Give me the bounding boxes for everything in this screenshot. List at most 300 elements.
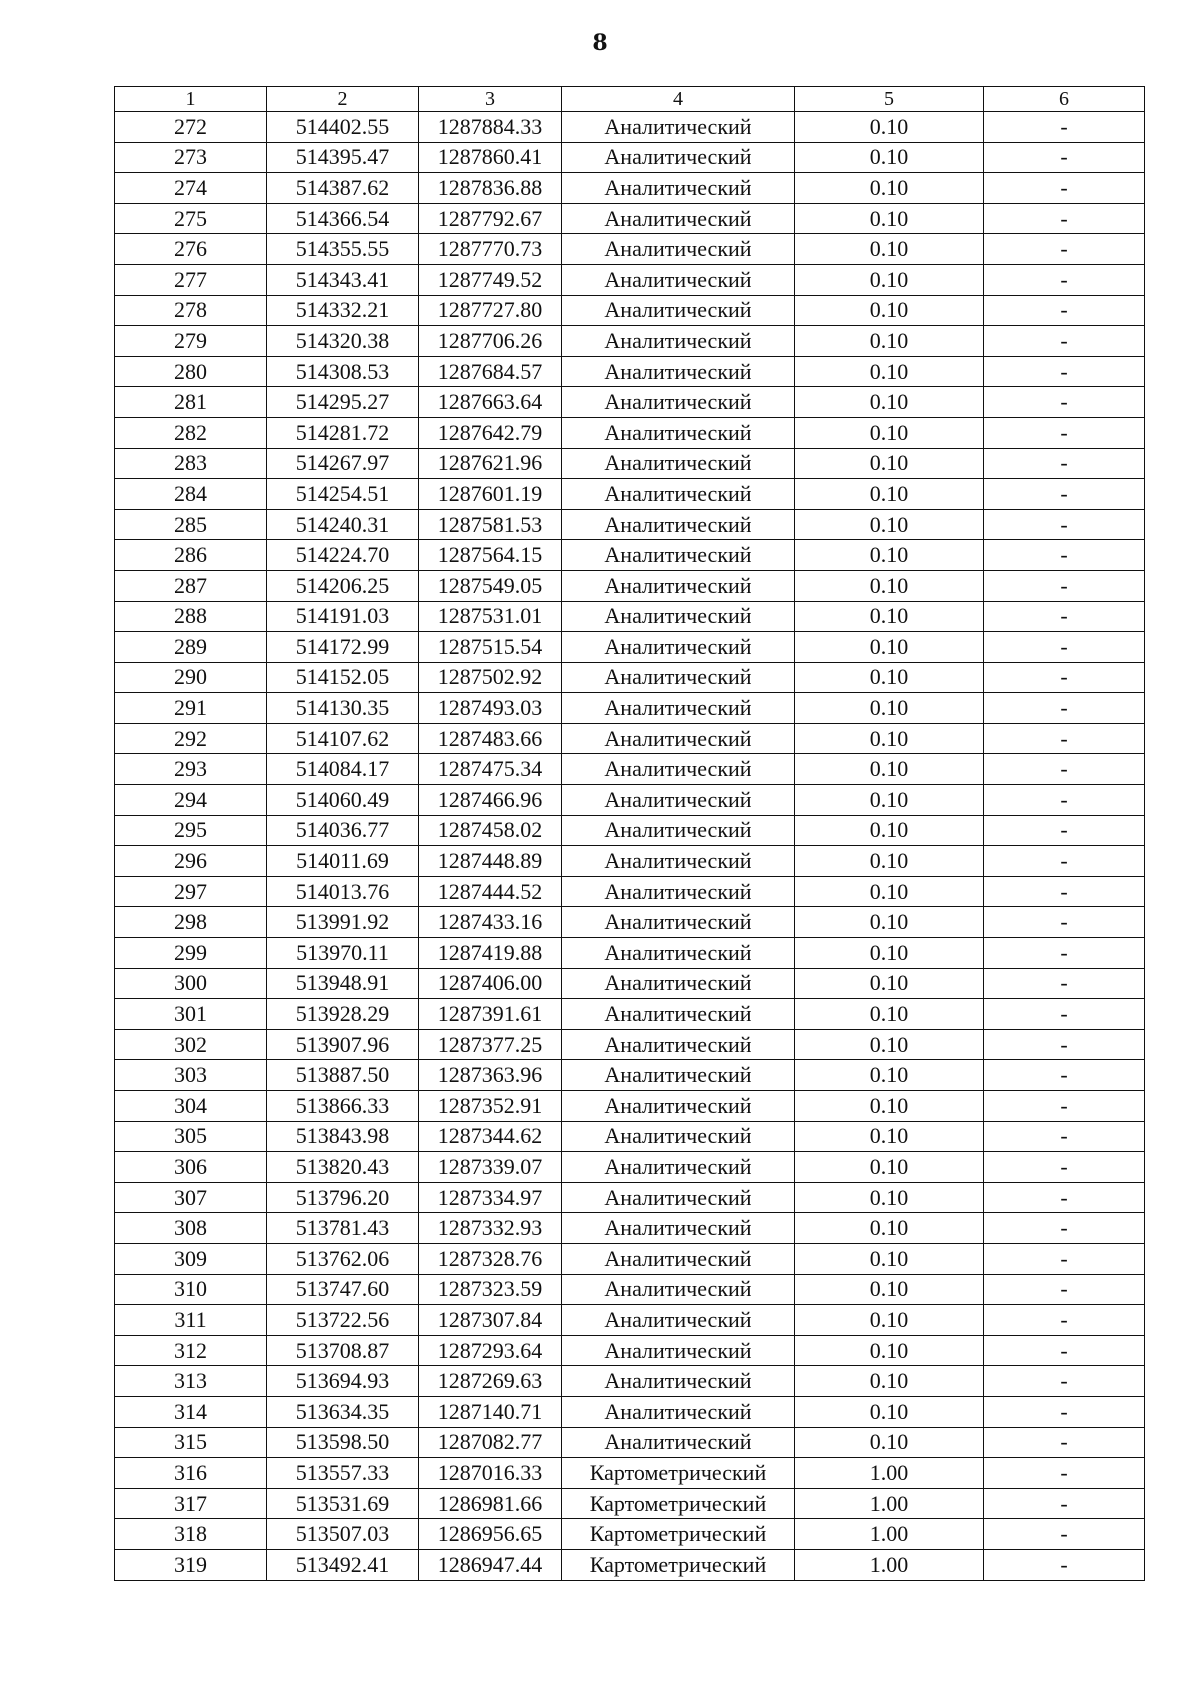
table-row bbox=[115, 1488, 1145, 1519]
y-coordinate-cell: 1287082.77 bbox=[419, 1427, 562, 1458]
method-cell: Картометрический bbox=[562, 1519, 795, 1550]
point-number-cell: 299 bbox=[115, 938, 267, 969]
method-cell: Аналитический bbox=[562, 938, 795, 969]
note-cell: - bbox=[984, 570, 1145, 601]
method-cell: Аналитический bbox=[562, 264, 795, 295]
y-coordinate-cell: 1287140.71 bbox=[419, 1396, 562, 1427]
point-number-cell: 316 bbox=[115, 1458, 267, 1489]
point-number-cell: 272 bbox=[115, 112, 267, 143]
method-cell: Аналитический bbox=[562, 570, 795, 601]
point-number-cell: 293 bbox=[115, 754, 267, 785]
y-coordinate-cell: 1287444.52 bbox=[419, 876, 562, 907]
accuracy-cell: 0.10 bbox=[795, 387, 984, 418]
accuracy-cell: 0.10 bbox=[795, 693, 984, 724]
table-row bbox=[115, 1213, 1145, 1244]
accuracy-cell: 0.10 bbox=[795, 815, 984, 846]
point-number-cell: 275 bbox=[115, 203, 267, 234]
note-cell: - bbox=[984, 1458, 1145, 1489]
note-cell: - bbox=[984, 601, 1145, 632]
accuracy-cell: 1.00 bbox=[795, 1458, 984, 1489]
point-number-cell: 289 bbox=[115, 632, 267, 663]
method-cell: Аналитический bbox=[562, 968, 795, 999]
method-cell: Аналитический bbox=[562, 234, 795, 265]
note-cell: - bbox=[984, 1182, 1145, 1213]
y-coordinate-cell: 1287483.66 bbox=[419, 723, 562, 754]
method-cell: Аналитический bbox=[562, 448, 795, 479]
point-number-cell: 283 bbox=[115, 448, 267, 479]
accuracy-cell: 0.10 bbox=[795, 1274, 984, 1305]
accuracy-cell: 0.10 bbox=[795, 264, 984, 295]
y-coordinate-cell: 1287332.93 bbox=[419, 1213, 562, 1244]
point-number-cell: 301 bbox=[115, 999, 267, 1030]
y-coordinate-cell: 1287531.01 bbox=[419, 601, 562, 632]
accuracy-cell: 0.10 bbox=[795, 417, 984, 448]
x-coordinate-cell: 514281.72 bbox=[267, 417, 419, 448]
accuracy-cell: 0.10 bbox=[795, 570, 984, 601]
y-coordinate-cell: 1287601.19 bbox=[419, 479, 562, 510]
table-row bbox=[115, 968, 1145, 999]
note-cell: - bbox=[984, 723, 1145, 754]
accuracy-cell: 0.10 bbox=[795, 173, 984, 204]
method-cell: Картометрический bbox=[562, 1458, 795, 1489]
y-coordinate-cell: 1286981.66 bbox=[419, 1488, 562, 1519]
x-coordinate-cell: 513907.96 bbox=[267, 1029, 419, 1060]
table-row bbox=[115, 1549, 1145, 1580]
accuracy-cell: 0.10 bbox=[795, 846, 984, 877]
method-cell: Аналитический bbox=[562, 1121, 795, 1152]
column-header: 3 bbox=[419, 87, 562, 112]
x-coordinate-cell: 513598.50 bbox=[267, 1427, 419, 1458]
note-cell: - bbox=[984, 1274, 1145, 1305]
accuracy-cell: 0.10 bbox=[795, 938, 984, 969]
point-number-cell: 311 bbox=[115, 1305, 267, 1336]
table-row bbox=[115, 1029, 1145, 1060]
method-cell: Аналитический bbox=[562, 876, 795, 907]
note-cell: - bbox=[984, 662, 1145, 693]
accuracy-cell: 0.10 bbox=[795, 662, 984, 693]
note-cell: - bbox=[984, 112, 1145, 143]
note-cell: - bbox=[984, 387, 1145, 418]
x-coordinate-cell: 513781.43 bbox=[267, 1213, 419, 1244]
method-cell: Аналитический bbox=[562, 356, 795, 387]
y-coordinate-cell: 1287493.03 bbox=[419, 693, 562, 724]
method-cell: Аналитический bbox=[562, 723, 795, 754]
table-row bbox=[115, 540, 1145, 571]
accuracy-cell: 0.10 bbox=[795, 1121, 984, 1152]
y-coordinate-cell: 1287515.54 bbox=[419, 632, 562, 663]
note-cell: - bbox=[984, 693, 1145, 724]
y-coordinate-cell: 1287621.96 bbox=[419, 448, 562, 479]
table-row bbox=[115, 1519, 1145, 1550]
y-coordinate-cell: 1287328.76 bbox=[419, 1243, 562, 1274]
x-coordinate-cell: 513991.92 bbox=[267, 907, 419, 938]
point-number-cell: 307 bbox=[115, 1182, 267, 1213]
accuracy-cell: 0.10 bbox=[795, 1152, 984, 1183]
accuracy-cell: 0.10 bbox=[795, 448, 984, 479]
note-cell: - bbox=[984, 968, 1145, 999]
x-coordinate-cell: 513948.91 bbox=[267, 968, 419, 999]
table-row bbox=[115, 1427, 1145, 1458]
point-number-cell: 281 bbox=[115, 387, 267, 418]
y-coordinate-cell: 1287352.91 bbox=[419, 1091, 562, 1122]
table-row bbox=[115, 1396, 1145, 1427]
table-row bbox=[115, 846, 1145, 877]
point-number-cell: 298 bbox=[115, 907, 267, 938]
method-cell: Аналитический bbox=[562, 1427, 795, 1458]
x-coordinate-cell: 513866.33 bbox=[267, 1091, 419, 1122]
method-cell: Аналитический bbox=[562, 907, 795, 938]
x-coordinate-cell: 514191.03 bbox=[267, 601, 419, 632]
y-coordinate-cell: 1287363.96 bbox=[419, 1060, 562, 1091]
table-row bbox=[115, 693, 1145, 724]
note-cell: - bbox=[984, 815, 1145, 846]
y-coordinate-cell: 1287663.64 bbox=[419, 387, 562, 418]
x-coordinate-cell: 514295.27 bbox=[267, 387, 419, 418]
column-header: 4 bbox=[562, 87, 795, 112]
table-row bbox=[115, 448, 1145, 479]
method-cell: Аналитический bbox=[562, 509, 795, 540]
coordinates-table bbox=[114, 86, 1145, 1581]
page-number: 8 bbox=[592, 30, 608, 56]
y-coordinate-cell: 1286947.44 bbox=[419, 1549, 562, 1580]
x-coordinate-cell: 513694.93 bbox=[267, 1366, 419, 1397]
x-coordinate-cell: 514254.51 bbox=[267, 479, 419, 510]
table-row bbox=[115, 1152, 1145, 1183]
note-cell: - bbox=[984, 295, 1145, 326]
accuracy-cell: 1.00 bbox=[795, 1549, 984, 1580]
point-number-cell: 310 bbox=[115, 1274, 267, 1305]
y-coordinate-cell: 1287339.07 bbox=[419, 1152, 562, 1183]
table-row bbox=[115, 754, 1145, 785]
method-cell: Аналитический bbox=[562, 1029, 795, 1060]
note-cell: - bbox=[984, 1091, 1145, 1122]
note-cell: - bbox=[984, 1549, 1145, 1580]
table-row bbox=[115, 938, 1145, 969]
x-coordinate-cell: 514366.54 bbox=[267, 203, 419, 234]
note-cell: - bbox=[984, 1488, 1145, 1519]
x-coordinate-cell: 513843.98 bbox=[267, 1121, 419, 1152]
y-coordinate-cell: 1287727.80 bbox=[419, 295, 562, 326]
method-cell: Картометрический bbox=[562, 1488, 795, 1519]
table-row bbox=[115, 601, 1145, 632]
note-cell: - bbox=[984, 999, 1145, 1030]
table-row bbox=[115, 1274, 1145, 1305]
method-cell: Аналитический bbox=[562, 1152, 795, 1183]
note-cell: - bbox=[984, 1396, 1145, 1427]
accuracy-cell: 0.10 bbox=[795, 999, 984, 1030]
accuracy-cell: 0.10 bbox=[795, 326, 984, 357]
table-row bbox=[115, 479, 1145, 510]
accuracy-cell: 0.10 bbox=[795, 540, 984, 571]
note-cell: - bbox=[984, 1366, 1145, 1397]
y-coordinate-cell: 1287706.26 bbox=[419, 326, 562, 357]
accuracy-cell: 0.10 bbox=[795, 1091, 984, 1122]
point-number-cell: 288 bbox=[115, 601, 267, 632]
table-row bbox=[115, 173, 1145, 204]
column-header: 1 bbox=[115, 87, 267, 112]
accuracy-cell: 0.10 bbox=[795, 723, 984, 754]
y-coordinate-cell: 1287466.96 bbox=[419, 785, 562, 816]
table-row bbox=[115, 1091, 1145, 1122]
table-row bbox=[115, 295, 1145, 326]
point-number-cell: 277 bbox=[115, 264, 267, 295]
accuracy-cell: 0.10 bbox=[795, 1335, 984, 1366]
y-coordinate-cell: 1287016.33 bbox=[419, 1458, 562, 1489]
header-row bbox=[115, 87, 1145, 112]
y-coordinate-cell: 1287836.88 bbox=[419, 173, 562, 204]
accuracy-cell: 0.10 bbox=[795, 601, 984, 632]
table-row bbox=[115, 387, 1145, 418]
y-coordinate-cell: 1287391.61 bbox=[419, 999, 562, 1030]
accuracy-cell: 0.10 bbox=[795, 1396, 984, 1427]
y-coordinate-cell: 1287475.34 bbox=[419, 754, 562, 785]
x-coordinate-cell: 514343.41 bbox=[267, 264, 419, 295]
x-coordinate-cell: 514084.17 bbox=[267, 754, 419, 785]
point-number-cell: 284 bbox=[115, 479, 267, 510]
point-number-cell: 306 bbox=[115, 1152, 267, 1183]
point-number-cell: 305 bbox=[115, 1121, 267, 1152]
accuracy-cell: 0.10 bbox=[795, 876, 984, 907]
y-coordinate-cell: 1287448.89 bbox=[419, 846, 562, 877]
note-cell: - bbox=[984, 173, 1145, 204]
point-number-cell: 280 bbox=[115, 356, 267, 387]
x-coordinate-cell: 513747.60 bbox=[267, 1274, 419, 1305]
note-cell: - bbox=[984, 264, 1145, 295]
accuracy-cell: 0.10 bbox=[795, 1029, 984, 1060]
x-coordinate-cell: 513928.29 bbox=[267, 999, 419, 1030]
table-row bbox=[115, 1121, 1145, 1152]
y-coordinate-cell: 1287684.57 bbox=[419, 356, 562, 387]
note-cell: - bbox=[984, 876, 1145, 907]
accuracy-cell: 0.10 bbox=[795, 754, 984, 785]
point-number-cell: 292 bbox=[115, 723, 267, 754]
method-cell: Аналитический bbox=[562, 540, 795, 571]
method-cell: Аналитический bbox=[562, 295, 795, 326]
note-cell: - bbox=[984, 1519, 1145, 1550]
point-number-cell: 304 bbox=[115, 1091, 267, 1122]
note-cell: - bbox=[984, 540, 1145, 571]
note-cell: - bbox=[984, 142, 1145, 173]
x-coordinate-cell: 514172.99 bbox=[267, 632, 419, 663]
point-number-cell: 300 bbox=[115, 968, 267, 999]
x-coordinate-cell: 513708.87 bbox=[267, 1335, 419, 1366]
method-cell: Аналитический bbox=[562, 662, 795, 693]
method-cell: Аналитический bbox=[562, 479, 795, 510]
table-row bbox=[115, 632, 1145, 663]
column-header: 6 bbox=[984, 87, 1145, 112]
accuracy-cell: 0.10 bbox=[795, 1427, 984, 1458]
x-coordinate-cell: 514320.38 bbox=[267, 326, 419, 357]
accuracy-cell: 0.10 bbox=[795, 1060, 984, 1091]
accuracy-cell: 0.10 bbox=[795, 785, 984, 816]
x-coordinate-cell: 514395.47 bbox=[267, 142, 419, 173]
x-coordinate-cell: 514387.62 bbox=[267, 173, 419, 204]
table-row bbox=[115, 1182, 1145, 1213]
y-coordinate-cell: 1287344.62 bbox=[419, 1121, 562, 1152]
accuracy-cell: 0.10 bbox=[795, 1182, 984, 1213]
y-coordinate-cell: 1287549.05 bbox=[419, 570, 562, 601]
point-number-cell: 290 bbox=[115, 662, 267, 693]
note-cell: - bbox=[984, 1427, 1145, 1458]
table-row bbox=[115, 264, 1145, 295]
x-coordinate-cell: 514240.31 bbox=[267, 509, 419, 540]
y-coordinate-cell: 1287860.41 bbox=[419, 142, 562, 173]
y-coordinate-cell: 1287377.25 bbox=[419, 1029, 562, 1060]
x-coordinate-cell: 514355.55 bbox=[267, 234, 419, 265]
point-number-cell: 315 bbox=[115, 1427, 267, 1458]
note-cell: - bbox=[984, 785, 1145, 816]
method-cell: Аналитический bbox=[562, 1396, 795, 1427]
point-number-cell: 319 bbox=[115, 1549, 267, 1580]
table-row bbox=[115, 203, 1145, 234]
method-cell: Аналитический bbox=[562, 785, 795, 816]
point-number-cell: 313 bbox=[115, 1366, 267, 1397]
method-cell: Аналитический bbox=[562, 173, 795, 204]
y-coordinate-cell: 1287269.63 bbox=[419, 1366, 562, 1397]
table-row bbox=[115, 662, 1145, 693]
x-coordinate-cell: 514402.55 bbox=[267, 112, 419, 143]
point-number-cell: 303 bbox=[115, 1060, 267, 1091]
x-coordinate-cell: 513762.06 bbox=[267, 1243, 419, 1274]
point-number-cell: 296 bbox=[115, 846, 267, 877]
accuracy-cell: 0.10 bbox=[795, 907, 984, 938]
y-coordinate-cell: 1287307.84 bbox=[419, 1305, 562, 1336]
x-coordinate-cell: 514036.77 bbox=[267, 815, 419, 846]
table-row bbox=[115, 1335, 1145, 1366]
method-cell: Картометрический bbox=[562, 1549, 795, 1580]
accuracy-cell: 0.10 bbox=[795, 112, 984, 143]
method-cell: Аналитический bbox=[562, 203, 795, 234]
accuracy-cell: 0.10 bbox=[795, 1213, 984, 1244]
note-cell: - bbox=[984, 1060, 1145, 1091]
point-number-cell: 274 bbox=[115, 173, 267, 204]
x-coordinate-cell: 513887.50 bbox=[267, 1060, 419, 1091]
point-number-cell: 314 bbox=[115, 1396, 267, 1427]
point-number-cell: 273 bbox=[115, 142, 267, 173]
method-cell: Аналитический bbox=[562, 1243, 795, 1274]
table-row bbox=[115, 907, 1145, 938]
x-coordinate-cell: 514130.35 bbox=[267, 693, 419, 724]
y-coordinate-cell: 1287406.00 bbox=[419, 968, 562, 999]
accuracy-cell: 0.10 bbox=[795, 479, 984, 510]
x-coordinate-cell: 513820.43 bbox=[267, 1152, 419, 1183]
table-row bbox=[115, 1305, 1145, 1336]
accuracy-cell: 0.10 bbox=[795, 509, 984, 540]
table-row bbox=[115, 326, 1145, 357]
method-cell: Аналитический bbox=[562, 142, 795, 173]
method-cell: Аналитический bbox=[562, 112, 795, 143]
table-row bbox=[115, 815, 1145, 846]
y-coordinate-cell: 1287792.67 bbox=[419, 203, 562, 234]
point-number-cell: 318 bbox=[115, 1519, 267, 1550]
accuracy-cell: 0.10 bbox=[795, 632, 984, 663]
x-coordinate-cell: 513722.56 bbox=[267, 1305, 419, 1336]
table-row bbox=[115, 999, 1145, 1030]
y-coordinate-cell: 1287458.02 bbox=[419, 815, 562, 846]
table-row bbox=[115, 142, 1145, 173]
point-number-cell: 302 bbox=[115, 1029, 267, 1060]
column-header: 5 bbox=[795, 87, 984, 112]
table-row bbox=[115, 1060, 1145, 1091]
point-number-cell: 308 bbox=[115, 1213, 267, 1244]
point-number-cell: 287 bbox=[115, 570, 267, 601]
method-cell: Аналитический bbox=[562, 693, 795, 724]
point-number-cell: 297 bbox=[115, 876, 267, 907]
point-number-cell: 286 bbox=[115, 540, 267, 571]
point-number-cell: 282 bbox=[115, 417, 267, 448]
note-cell: - bbox=[984, 448, 1145, 479]
accuracy-cell: 0.10 bbox=[795, 356, 984, 387]
note-cell: - bbox=[984, 203, 1145, 234]
accuracy-cell: 0.10 bbox=[795, 142, 984, 173]
y-coordinate-cell: 1287323.59 bbox=[419, 1274, 562, 1305]
method-cell: Аналитический bbox=[562, 754, 795, 785]
table-row bbox=[115, 509, 1145, 540]
method-cell: Аналитический bbox=[562, 387, 795, 418]
accuracy-cell: 1.00 bbox=[795, 1488, 984, 1519]
note-cell: - bbox=[984, 1305, 1145, 1336]
x-coordinate-cell: 513492.41 bbox=[267, 1549, 419, 1580]
x-coordinate-cell: 513507.03 bbox=[267, 1519, 419, 1550]
y-coordinate-cell: 1287564.15 bbox=[419, 540, 562, 571]
x-coordinate-cell: 514011.69 bbox=[267, 846, 419, 877]
note-cell: - bbox=[984, 1243, 1145, 1274]
note-cell: - bbox=[984, 1335, 1145, 1366]
x-coordinate-cell: 514107.62 bbox=[267, 723, 419, 754]
table-row bbox=[115, 1243, 1145, 1274]
note-cell: - bbox=[984, 234, 1145, 265]
point-number-cell: 295 bbox=[115, 815, 267, 846]
accuracy-cell: 0.10 bbox=[795, 1305, 984, 1336]
x-coordinate-cell: 514206.25 bbox=[267, 570, 419, 601]
note-cell: - bbox=[984, 1213, 1145, 1244]
note-cell: - bbox=[984, 326, 1145, 357]
table-row bbox=[115, 112, 1145, 143]
point-number-cell: 312 bbox=[115, 1335, 267, 1366]
accuracy-cell: 0.10 bbox=[795, 295, 984, 326]
table-body bbox=[115, 112, 1145, 1581]
y-coordinate-cell: 1287749.52 bbox=[419, 264, 562, 295]
table-row bbox=[115, 785, 1145, 816]
table-row bbox=[115, 417, 1145, 448]
note-cell: - bbox=[984, 632, 1145, 663]
method-cell: Аналитический bbox=[562, 326, 795, 357]
table-row bbox=[115, 876, 1145, 907]
method-cell: Аналитический bbox=[562, 1335, 795, 1366]
method-cell: Аналитический bbox=[562, 1213, 795, 1244]
method-cell: Аналитический bbox=[562, 1182, 795, 1213]
method-cell: Аналитический bbox=[562, 1366, 795, 1397]
y-coordinate-cell: 1287433.16 bbox=[419, 907, 562, 938]
x-coordinate-cell: 514060.49 bbox=[267, 785, 419, 816]
note-cell: - bbox=[984, 1152, 1145, 1183]
accuracy-cell: 0.10 bbox=[795, 203, 984, 234]
y-coordinate-cell: 1287581.53 bbox=[419, 509, 562, 540]
note-cell: - bbox=[984, 509, 1145, 540]
y-coordinate-cell: 1287770.73 bbox=[419, 234, 562, 265]
x-coordinate-cell: 513557.33 bbox=[267, 1458, 419, 1489]
table-row bbox=[115, 723, 1145, 754]
note-cell: - bbox=[984, 1029, 1145, 1060]
note-cell: - bbox=[984, 754, 1145, 785]
x-coordinate-cell: 513796.20 bbox=[267, 1182, 419, 1213]
point-number-cell: 294 bbox=[115, 785, 267, 816]
accuracy-cell: 0.10 bbox=[795, 234, 984, 265]
note-cell: - bbox=[984, 1121, 1145, 1152]
point-number-cell: 276 bbox=[115, 234, 267, 265]
x-coordinate-cell: 514013.76 bbox=[267, 876, 419, 907]
note-cell: - bbox=[984, 417, 1145, 448]
